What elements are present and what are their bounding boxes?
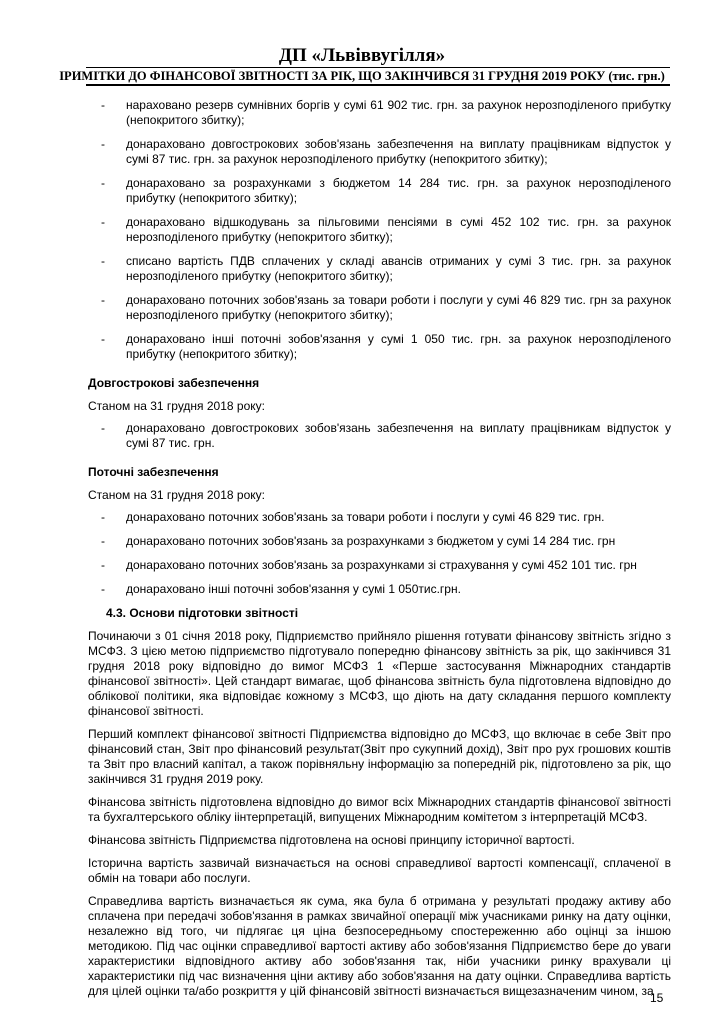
paragraph: Фінансова звітність Підприємства підготовлена на основі принципу історичної вартості. xyxy=(88,833,575,847)
list-item: - донараховано інші поточні зобов'язання у сумі 1 050 тис. грн. за рахунок нерозподіленого прибутку (непокритого збитку); xyxy=(101,332,671,361)
list-item: - донараховано поточних зобов'язань за товари роботи і послуги у сумі 46 829 тис. грн за рахунок нерозподіленого прибутку (непокритого збитку); xyxy=(101,293,671,322)
header-rule-bottom xyxy=(86,84,670,86)
paragraph: Фінансова звітність підготовлена відповідно до вимог всіх Міжнародних стандартів фінансової звітності та бухгалтерського обліку іінтерпретацій, випущених Міжнародним комітетом з інтерпретацій МСФЗ. xyxy=(88,795,671,824)
section-heading-4-3: 4.3. Основи підготовки звітності xyxy=(106,606,299,620)
long-term-as-of: Станом на 31 грудня 2018 року: xyxy=(88,399,265,413)
list-item: - донараховано поточних зобов'язань за розрахунками з бюджетом у сумі 14 284 тис. грн xyxy=(101,534,616,548)
list-item: - донараховано поточних зобов'язань за товари роботи і послуги у сумі 46 829 тис. грн. xyxy=(101,510,605,524)
company-title: ДП «Львіввугілля» xyxy=(278,45,446,66)
paragraph: Справедлива вартість визначається як сума, яка була б отримана у результаті продажу активу або сплачена при передачі зобов'язання в рамках звичайної операції між учасниками ринку на дату оцінки, незалежно від того, чи підлягає ця ціна безпосередньому спостереженню або оцінці за іншою методикою. Під час оцінки справедливої вартості активу або зобов'язання Підприємство бере до уваги характеристики відповідного активу або зобов'язання так, ніби учасники ринку врахували ці характеристики під час визначення ціни активу або зобов'язання на дату оцінки. Справедлива вартість для цілей оцінки та/або розкриття у цій фінансовій звітності визначається вищезазначеним чином, за xyxy=(88,894,671,998)
list-item: - донараховано поточних зобов'язань за розрахунками зі страхування у сумі 452 101 тис. грн xyxy=(101,558,637,572)
paragraph: Перший комплект фінансової звітності Підприємства відповідно до МСФЗ, що включає в себе Звіт про фінансовий стан, Звіт про фінансовий результат(Звіт про сукупний дохід), Звіт про рух грошових коштів та Звіт про власний капітал, а також порівняльну інформацію за попередній рік, підготовлено за рік, що закінчився 31 грудня 2019 року. xyxy=(88,727,671,786)
list-item: - донараховано довгострокових зобов'язань забезпечення на виплату працівникам відпусток у сумі 87 тис. грн. xyxy=(101,421,671,450)
list-item: - нараховано резерв сумнівних боргів у сумі 61 902 тис. грн. за рахунок нерозподіленого прибутку (непокритого збитку); xyxy=(101,98,671,127)
list-item: - донараховано відшкодувань за пільговими пенсіями в сумі 452 102 тис. грн. за рахунок нерозподіленого прибутку (непокритого збитку); xyxy=(101,215,671,244)
report-subtitle: ІРИМІТКИ ДО ФІНАНСОВОЇ ЗВІТНОСТІ ЗА РІК, ЩО ЗАКІНЧИВСЯ 31 ГРУДНЯ 2019 РОКУ (тис. грн.) xyxy=(59,69,665,83)
page-number: 15 xyxy=(650,991,664,1005)
adjustments-list xyxy=(88,98,671,362)
long-term-provisions-heading: Довгострокові забезпечення xyxy=(88,376,260,390)
current-provisions-heading: Поточні забезпечення xyxy=(88,465,219,479)
current-as-of: Станом на 31 грудня 2018 року: xyxy=(88,488,265,502)
document-body xyxy=(88,98,671,1007)
list-item: - донараховано за розрахунками з бюджетом 14 284 тис. грн. за рахунок нерозподіленого прибутку (непокритого збитку); xyxy=(101,176,671,205)
list-item: - списано вартість ПДВ сплачених у складі авансів отриманих у сумі 3 тис. грн. за рахунок нерозподіленого прибутку (непокритого збитку); xyxy=(101,254,671,283)
paragraph: Історична вартість зазвичай визначається на основі справедливої вартості компенсації, сплаченої в обмін на товари або послуги. xyxy=(88,856,671,885)
list-item: - донараховано довгострокових зобов'язань забезпечення на виплату працівникам відпусток у сумі 87 тис. грн. за рахунок нерозподіленого прибутку (непокритого збитку); xyxy=(101,137,671,166)
list-item: - донараховано інші поточні зобов'язання у сумі 1 050тис.грн. xyxy=(101,582,461,596)
paragraph: Починаючи з 01 січня 2018 року, Підприємство прийняло рішення готувати фінансову звітність згідно з МСФЗ. З цією метою підприємство підготувало попередню фінансову звітність за рік, що закінчився 31 грудня 2018 року відповідно до вимог МСФЗ 1 «Перше застосування Міжнародних стандартів фінансової звітності». Цей стандарт вимагає, щоб фінансова звітність була підготовлена відповідно до облікової політики, яка відповідає кожному з МСФЗ, що діють на дату складання першого комплекту фінансової звітності. xyxy=(88,629,671,718)
